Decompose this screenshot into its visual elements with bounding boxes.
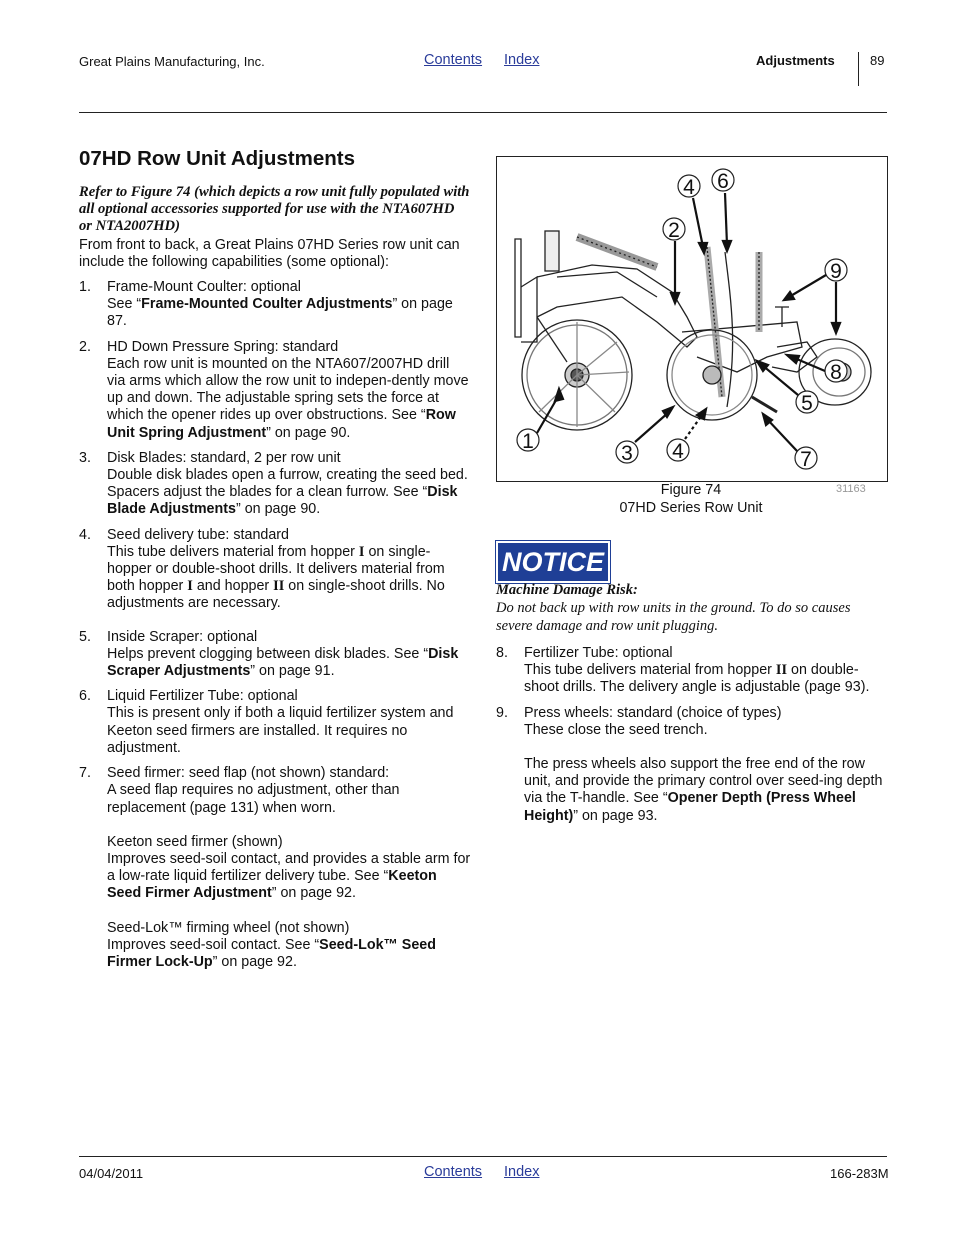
figure-title: 07HD Series Row Unit bbox=[619, 499, 763, 516]
notice-risk: Machine Damage Risk: bbox=[496, 582, 638, 598]
item-text: This tube delivers material from hopper bbox=[107, 543, 359, 560]
callout-2 bbox=[663, 218, 685, 242]
item-heading: Seed delivery tube: standard bbox=[107, 526, 290, 543]
item-heading: Fertilizer Tube: optional bbox=[524, 645, 673, 661]
item-text: Double disk blades open a furrow, creating the seed bed. Spacers adjust the blades for a clean furrow. See “ bbox=[107, 467, 468, 501]
cross-reference: Frame-Mounted Coulter Adjustments bbox=[141, 296, 393, 313]
list-item bbox=[79, 688, 471, 757]
svg-text:3: 3 bbox=[621, 442, 633, 465]
svg-text:9: 9 bbox=[830, 260, 842, 283]
callout-4-bottom bbox=[667, 439, 689, 463]
item-text: ” on page 90. bbox=[266, 424, 351, 441]
cross-reference: Keeton Seed Firmer Adjustment bbox=[107, 868, 437, 902]
right-column bbox=[496, 645, 888, 825]
item-text: A seed flap requires no adjustment, other than replacement (page 131) when worn. bbox=[107, 782, 400, 816]
svg-text:4: 4 bbox=[683, 176, 695, 199]
list-item bbox=[496, 645, 888, 697]
header-rule bbox=[79, 112, 887, 113]
item-text: on double-shoot drills. The delivery angle is adjustable (page 93). bbox=[524, 662, 870, 696]
figure-number: Figure 74 bbox=[660, 482, 722, 498]
item-text: Helps prevent clogging between disk blades. See “ bbox=[107, 645, 429, 662]
page-number: 89 bbox=[870, 53, 885, 68]
item-text: The press wheels also support the free end of the row unit, and provide the primary control over seed-ing depth via the T-handle. See “ bbox=[524, 756, 883, 807]
hopper-numeral: I bbox=[358, 543, 365, 560]
hopper-numeral: II bbox=[273, 578, 285, 595]
company-name: Great Plains Manufacturing, Inc. bbox=[79, 54, 265, 69]
callout-5 bbox=[796, 391, 818, 415]
cross-reference: Seed-Lok™ Seed Firmer Lock-Up bbox=[107, 936, 436, 970]
list-item bbox=[79, 450, 471, 519]
item-text: ” on page 87. bbox=[107, 296, 453, 330]
item-text: ” on page 92. bbox=[212, 953, 297, 970]
item-text: See “ bbox=[107, 296, 142, 313]
header-divider bbox=[858, 52, 859, 86]
item-number: 4. bbox=[79, 526, 91, 543]
svg-text:7: 7 bbox=[800, 448, 812, 471]
item-text: This is present only if both a liquid fertilizer system and Keeton seed firmers are installed. It requires no adjustment. bbox=[107, 705, 454, 756]
item-heading: Press wheels: standard (choice of types) bbox=[524, 704, 782, 721]
item-text: and hopper bbox=[192, 578, 274, 595]
list-item bbox=[79, 339, 471, 442]
svg-text:8: 8 bbox=[830, 361, 842, 384]
notice-badge: NOTICE bbox=[496, 541, 610, 583]
callout-7 bbox=[795, 447, 817, 471]
item-number: 2. bbox=[79, 338, 91, 355]
svg-text:5: 5 bbox=[801, 392, 813, 415]
item-number: 3. bbox=[79, 449, 91, 466]
item-number: 6. bbox=[79, 688, 91, 705]
callout-6 bbox=[712, 169, 734, 193]
footer-index-link[interactable]: Index bbox=[504, 1164, 540, 1180]
item-number: 5. bbox=[79, 628, 91, 645]
callout-9 bbox=[825, 259, 847, 283]
item-heading: Disk Blades: standard, 2 per row unit bbox=[107, 449, 341, 466]
callout-3 bbox=[616, 441, 638, 465]
item-heading: Liquid Fertilizer Tube: optional bbox=[107, 688, 298, 705]
item-text: on single-hopper or double-shoot drills. It delivers material from both hopper bbox=[107, 543, 445, 595]
part-number: 31163 bbox=[836, 483, 866, 495]
list-item bbox=[79, 527, 471, 613]
list-item bbox=[79, 279, 471, 331]
section-title: Adjustments bbox=[756, 53, 835, 68]
contents-link[interactable]: Contents bbox=[424, 52, 483, 68]
callout-4-top bbox=[678, 175, 700, 199]
item-number: 1. bbox=[79, 279, 91, 296]
item-text: ” on page 93. bbox=[573, 807, 658, 824]
left-column bbox=[79, 184, 471, 971]
footer-rule bbox=[79, 1156, 887, 1157]
item-text: Each row unit is mounted on the NTA607/2007HD drill via arms which allow the row unit to indepen-dently move up and down. The adjustable spring sets the force at which the opener rides up over obstructions. See “ bbox=[107, 355, 469, 424]
cross-reference: Row Unit Spring Adjustment bbox=[107, 407, 456, 441]
item-text: Improves seed-soil contact. See “ bbox=[107, 936, 320, 953]
item-text: ” on page 91. bbox=[250, 663, 335, 680]
svg-text:2: 2 bbox=[668, 219, 680, 242]
svg-text:4: 4 bbox=[672, 440, 684, 463]
callout-1 bbox=[517, 429, 539, 453]
list-item bbox=[496, 705, 888, 825]
cross-reference: Disk Scraper Adjustments bbox=[107, 645, 459, 680]
svg-text:1: 1 bbox=[522, 430, 534, 453]
notice-text: Do not back up with row units in the ground. To do so causes severe damage and row unit plugging. bbox=[496, 600, 851, 634]
item-heading: HD Down Pressure Spring: standard bbox=[107, 338, 339, 355]
list-item bbox=[79, 629, 471, 681]
item-heading: Inside Scraper: optional bbox=[107, 628, 258, 645]
footer-date: 04/04/2011 bbox=[79, 1166, 144, 1181]
hopper-numeral: I bbox=[187, 578, 193, 595]
intro-reference: Refer to Figure 74 (which depicts a row unit fully populated with all optional accessories supported for use with the NTA607HD or NTA2007HD) bbox=[79, 184, 470, 235]
item-heading: Seed firmer: seed flap (not shown) standard: bbox=[107, 765, 390, 782]
row-unit-illustration bbox=[497, 157, 887, 481]
cross-reference: Disk Blade Adjustments bbox=[107, 484, 458, 518]
item-text: These close the seed trench. bbox=[524, 721, 708, 738]
sub-heading: Seed-Lok™ firming wheel (not shown) bbox=[107, 919, 350, 936]
intro-text: From front to back, a Great Plains 07HD Series row unit can include the following capabilities (some optional): bbox=[79, 236, 460, 270]
figure-caption bbox=[496, 482, 886, 517]
item-number: 9. bbox=[496, 704, 508, 721]
index-link[interactable]: Index bbox=[504, 52, 540, 68]
item-heading: Frame-Mount Coulter: optional bbox=[107, 279, 301, 296]
item-text: This tube delivers material from hopper bbox=[524, 662, 776, 679]
item-number: 8. bbox=[496, 645, 508, 661]
item-text: Improves seed-soil contact, and provides a stable arm for a low-rate liquid fertilizer delivery tube. See “ bbox=[107, 850, 471, 885]
hopper-numeral: II bbox=[775, 662, 788, 679]
row-unit-figure bbox=[496, 156, 888, 482]
item-text: ” on page 92. bbox=[271, 885, 356, 902]
document-number: 166-283M bbox=[830, 1166, 889, 1181]
svg-text:6: 6 bbox=[717, 170, 729, 193]
item-text: ” on page 90. bbox=[235, 501, 321, 518]
sub-heading: Keeton seed firmer (shown) bbox=[107, 833, 283, 850]
footer-contents-link[interactable]: Contents bbox=[424, 1164, 483, 1180]
page-title: 07HD Row Unit Adjustments bbox=[79, 147, 356, 170]
cross-reference: Opener Depth (Press Wheel Height) bbox=[524, 790, 856, 824]
item-text: on single-shoot drills. No adjustments are necessary. bbox=[107, 578, 445, 612]
list-item bbox=[79, 765, 471, 971]
item-number: 7. bbox=[79, 765, 91, 782]
